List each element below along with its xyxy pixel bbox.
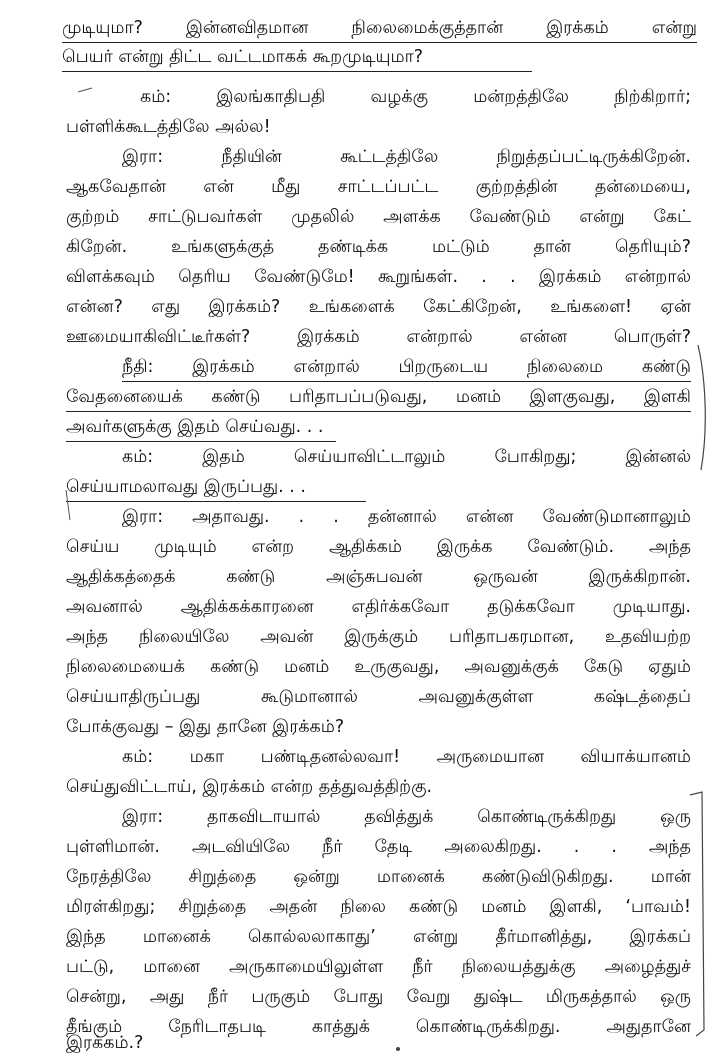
text-line: போக்குவது – இது தானே இரக்கம்? [66, 717, 345, 737]
text-line: செய்யாதிருப்பது கூடுமானால் அவனுக்குள்ள கஷ்டத்தைப் [66, 687, 691, 707]
text-line: முடியுமா? இன்னவிதமான நிலைமைக்குத்தான் இரக்கம் என்று [62, 14, 697, 43]
text-line: கம்: இலங்காதிபதி வழக்கு மன்றத்திலே நிற்கிறார்; [140, 87, 691, 107]
text-line: நீதி: இரக்கம் என்றால் பிறருடைய நிலைமை கண்டு [122, 353, 691, 382]
text-line: செய்துவிட்டாய், இரக்கம் என்ற தத்துவத்திற்கு. [66, 777, 433, 797]
text-line: இரா: தாகவிடாயால் தவித்துக் கொண்டிருக்கிறது ஒரு [122, 807, 691, 827]
text-line: ஆகவேதான் என் மீது சாட்டப்பட்ட குற்றத்தின் தன்மையை, [66, 177, 691, 197]
text-line: விளக்கவும் தெரிய வேண்டுமே! கூறுங்கள். . . இரக்கம் என்றால் [66, 267, 691, 287]
text-line: ஆதிக்கத்தைக் கண்டு அஞ்சுபவன் ஒருவன் இருக்கிறான். [66, 567, 691, 587]
text-line: செய்யாமலாவது இருப்பது. . . [66, 473, 366, 502]
text-line: புள்ளிமான். அடவியிலே நீர் தேடி அலைகிறது. . . அந்த [66, 837, 691, 857]
text-line: கம்: இதம் செய்யாவிட்டாலும் போகிறது; இன்னல் [122, 447, 691, 467]
text-line: தீங்கும் நேரிடாதபடி காத்துக் கொண்டிருக்கிறது. அதுதானே [66, 1017, 691, 1037]
text-line: இரா: நீதியின் கூட்டத்திலே நிறுத்தப்பட்டிருக்கிறேன். [122, 147, 691, 167]
text-line: பட்டு, மானை அருகாமையிலுள்ள நீர் நிலையத்துக்கு அழைத்துச் [66, 957, 691, 977]
text-line: அவனால் ஆதிக்கக்காரனை எதிர்க்கவோ தடுக்கவோ முடியாது. [66, 597, 691, 617]
text-line: இரா: அதாவது. . . தன்னால் என்ன வேண்டுமானாலும் [122, 507, 691, 527]
text-line: இரக்கம்.? [66, 1033, 144, 1053]
text-line: என்ன? எது இரக்கம்? உங்களைக் கேட்கிறேன், உங்களை! ஏன் [66, 297, 691, 317]
text-line: பள்ளிக்கூடத்திலே அல்ல! [66, 117, 271, 137]
text-line: ஊமையாகிவிட்டீர்கள்? இரக்கம் என்றால் என்ன பொருள்? [66, 327, 691, 347]
text-line: செய்ய முடியும் என்ற ஆதிக்கம் இருக்க வேண்டும். அந்த [66, 537, 691, 557]
text-line: குற்றம் சாட்டுபவர்கள் முதலில் அளக்க வேண்டும் என்று கேட் [66, 207, 691, 227]
text-line: கிறேன். உங்களுக்குத் தண்டிக்க மட்டும் தான் தெரியும்? [66, 237, 691, 257]
text-line: மிரள்கிறது; சிறுத்தை அதன் நிலை கண்டு மனம் இளகி, ‘பாவம்! [66, 897, 691, 917]
text-line: கம்: மகா பண்டிதனல்லவா! அருமையான வியாக்யானம் [122, 747, 691, 767]
text-line: சென்று, அது நீர் பருகும் போது வேறு துஷ்ட மிருகத்தால் ஒரு [66, 987, 691, 1007]
margin-bracket-mark [690, 792, 704, 1036]
text-line: பெயர் என்று திட்ட வட்டமாகக் கூறமுடியுமா? [62, 43, 532, 72]
text-line: அந்த நிலையிலே அவன் இருக்கும் பரிதாபகரமான, உதவியற்ற [66, 627, 691, 647]
text-line: இந்த மானைக் கொல்லலாகாது’ என்று தீர்மானித்து, இரக்கப் [66, 927, 691, 947]
text-line: நிலைமையைக் கண்டு மனம் உருகுவது, அவனுக்குக் கேடு ஏதும் [66, 657, 691, 677]
text-line: நேரத்திலே சிறுத்தை ஒன்று மானைக் கண்டுவிடுகிறது. மான் [66, 867, 691, 887]
text-line: வேதனையைக் கண்டு பரிதாபப்படுவது, மனம் இளகுவது, இளகி [66, 383, 691, 412]
pencil-stroke [78, 88, 92, 92]
text-line: அவர்களுக்கு இதம் செய்வது. . . [66, 413, 336, 442]
margin-bracket-mark [698, 345, 705, 470]
